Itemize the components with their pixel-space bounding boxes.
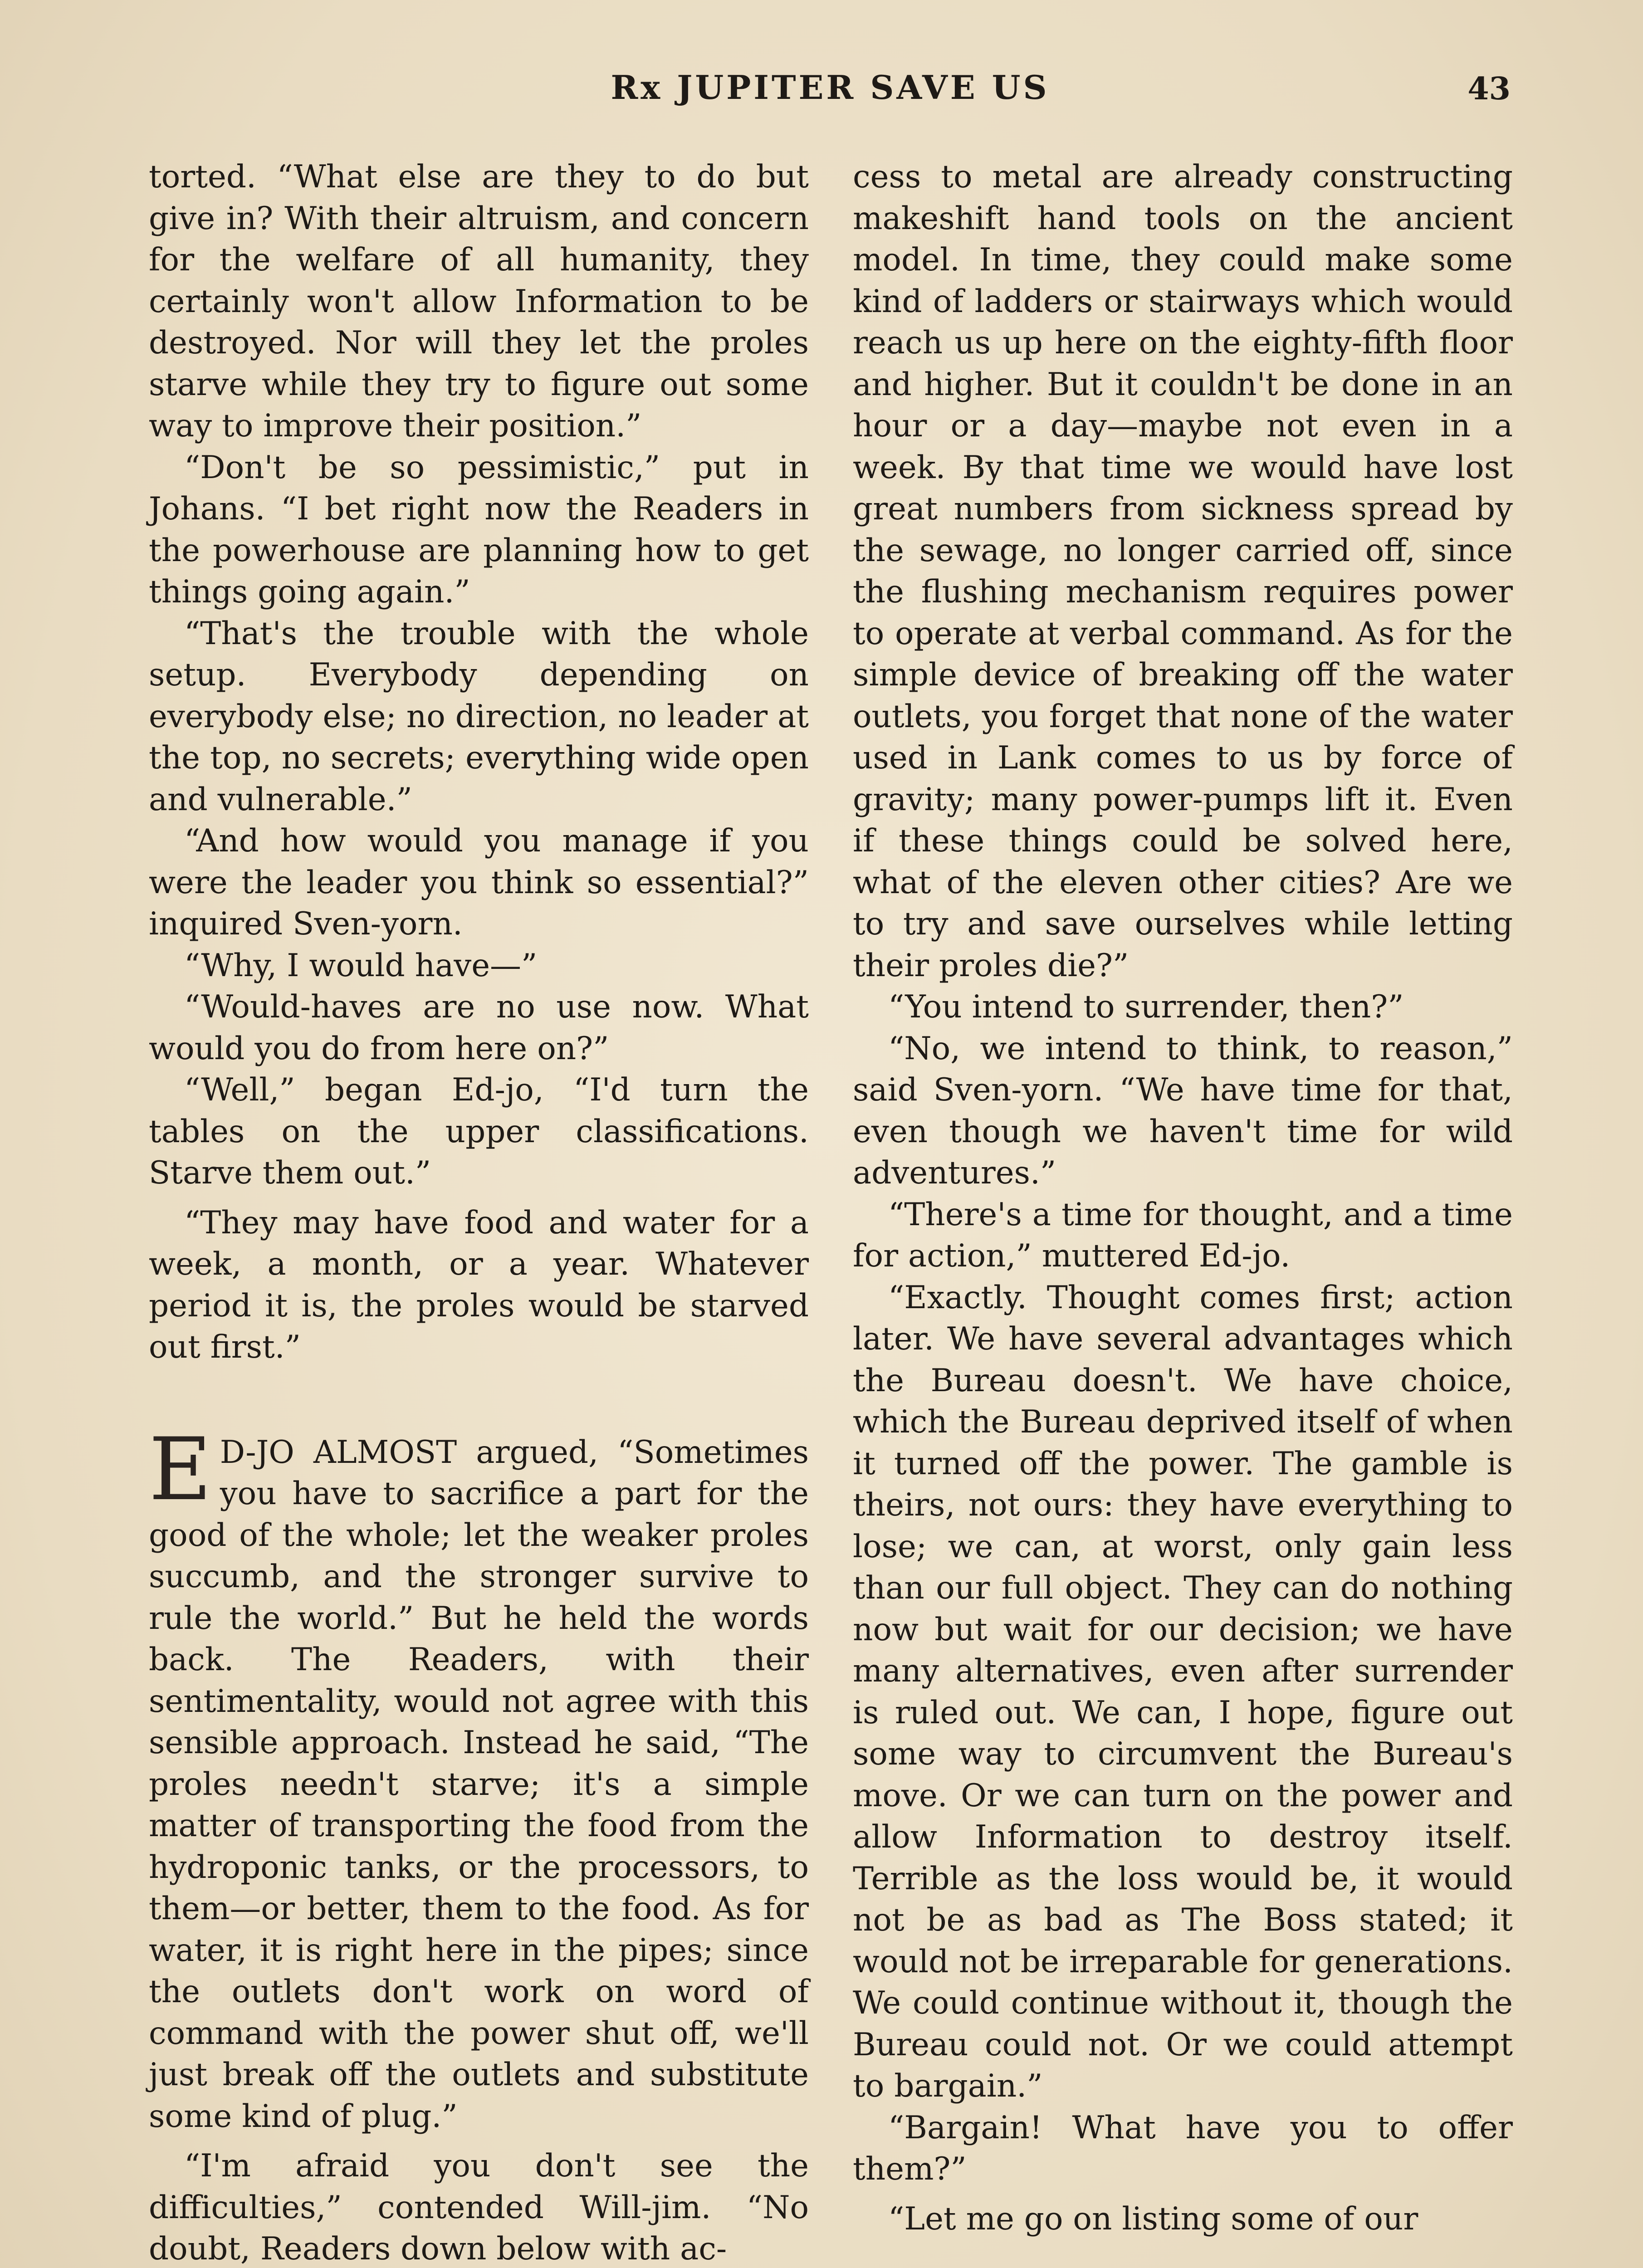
running-head: Rx JUPITER SAVE US <box>611 68 1050 107</box>
paragraph: “Bargain! What have you to offer them?” <box>853 2109 1513 2187</box>
paragraph: “Why, I would have—” <box>184 947 538 984</box>
paragraph: “And how would you manage if you were the leader you think so essential?” inquired Sven-yorn. <box>149 823 809 942</box>
dropcap-paragraph <box>149 1419 809 2138</box>
paragraph: torted. “What else are they to do but give in? With their altruism, and concern for the welfare of all humanity, they certainly won't allow Information to be destroyed. Nor will they let the proles starve while they try to figure out some way to improve their position.” <box>149 159 809 444</box>
drop-cap-letter: E <box>149 1419 212 1520</box>
left-column <box>149 156 809 2268</box>
paragraph: “That's the trouble with the whole setup. Everybody depending on everybody else; no direction, no leader at the top, no secrets; everything wide open and vulnerable.” <box>149 615 809 818</box>
paragraph: “Well,” began Ed-jo, “I'd turn the tables on the upper classifications. Starve them out.” <box>149 1072 809 1191</box>
paragraph: “Don't be so pessimistic,” put in Johans. “I bet right now the Readers in the powerhouse are planning how to get things going again.” <box>149 449 809 610</box>
paragraph: “There's a time for thought, and a time for action,” muttered Ed-jo. <box>853 1196 1513 1274</box>
right-column <box>853 156 1513 2240</box>
page-number: 43 <box>1467 71 1511 107</box>
paragraph: “I'm afraid you don't see the difficulties,” contended Will-jim. “No doubt, Readers down below with ac- <box>149 2148 809 2267</box>
page-header <box>150 68 1511 118</box>
paragraph: “No, we intend to think, to reason,” said Sven-yorn. “We have time for that, even though we haven't time for wild adventures.” <box>853 1030 1513 1191</box>
paragraph: “You intend to surrender, then?” <box>888 989 1404 1025</box>
paragraph: “They may have food and water for a week, a month, or a year. Whatever period it is, the proles would be starved out first.” <box>149 1204 809 1365</box>
paragraph: “Let me go on listing some of our <box>888 2200 1418 2237</box>
dropcap-paragraph-text: D-JO ALMOST argued, “Sometimes you have to sacrifice a part for the good of the whole; let the weaker proles succumb, and the stronger survive to rule the world.” But he held the words back. The Readers, with their sentimentality, would not agree with this sensible approach. Instead he said, “The proles needn't starve; it's a simple matter of transporting the food from the hydroponic tanks, or the processors, to them—or better, them to the food. As for water, it is right here in the pipes; since the outlets don't work on word of command with the power shut off, we'll just break off the outlets and substitute some kind of plug.” <box>149 1434 809 2135</box>
paragraph: “Exactly. Thought comes first; action later. We have several advantages which the Bureau doesn't. We have choice, which the Bureau deprived itself of when it turned off the power. The gamble is theirs, not ours: they have everything to lose; we can, at worst, only gain less than our full object. They can do nothing now but wait for our decision; we have many alternatives, even after surrender is ruled out. We can, I hope, figure out some way to circumvent the Bureau's move. Or we can turn on the power and allow Information to destroy itself. Terrible as the loss would be, it would not be as bad as The Boss stated; it would not be irreparable for generations. We could continue without it, though the Bureau could not. Or we could attempt to bargain.” <box>853 1279 1513 2104</box>
paragraph: “Would-haves are no use now. What would you do from here on?” <box>149 989 809 1067</box>
paragraph: cess to metal are already constructing makeshift hand tools on the ancient model. In time, they could make some kind of ladders or stairways which would reach us up here on the eighty-fifth floor and higher. But it couldn't be done in an hour or a day—maybe not even in a week. By that time we would have lost great numbers from sickness spread by the sewage, no longer carried off, since the flushing mechanism requires power to operate at verbal command. As for the simple device of breaking off the water outlets, you forget that none of the water used in Lank comes to us by force of gravity; many power-pumps lift it. Even if these things could be solved here, what of the eleven other cities? Are we to try and save ourselves while letting their proles die?” <box>853 159 1513 984</box>
